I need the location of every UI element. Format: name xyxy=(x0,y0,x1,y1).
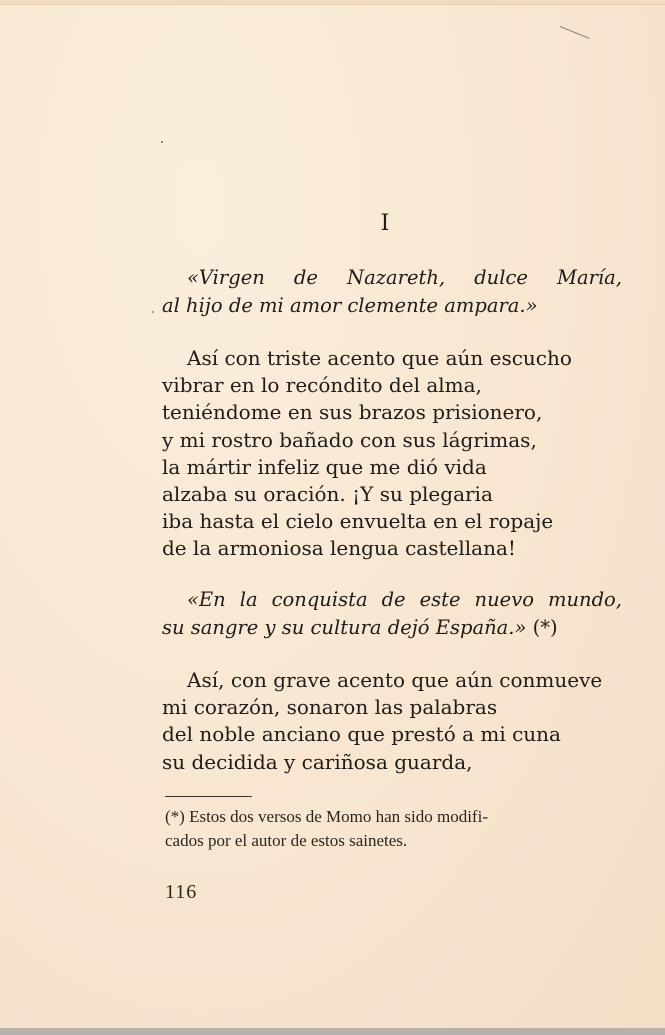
verse-line: mi corazón, sonaron las palabras xyxy=(162,695,498,720)
verse-line xyxy=(162,614,622,642)
verse-line: «Virgen de Nazareth, dulce María, xyxy=(187,266,622,289)
footnote-line: cados por el autor de estos sainetes. xyxy=(165,831,408,850)
verse-line-text: su sangre y su cultura dejó España.» xyxy=(162,615,527,639)
paper-speck xyxy=(152,311,154,313)
stanza-4 xyxy=(162,667,622,776)
verse-line: del noble anciano que prestó a mi cuna xyxy=(162,722,561,747)
verse-line: Así con triste acento que aún escucho xyxy=(187,346,572,370)
verse-line: alzaba su oración. ¡Y su plegaria xyxy=(162,481,493,506)
verse-line: su decidida y cariñosa guarda, xyxy=(162,749,473,774)
verse-line: teniéndome en sus brazos prisionero, xyxy=(162,400,543,425)
verse-line: de la armoniosa lengua castellana! xyxy=(162,536,516,561)
stanza-3 xyxy=(162,586,622,641)
footnote-line: (*) Estos dos versos de Momo han sido modifi- xyxy=(165,807,488,826)
verse-line: y mi rostro bañado con sus lágrimas, xyxy=(162,427,537,452)
corner-fold-mark xyxy=(560,26,590,39)
verse-line: al hijo de mi amor clemente ampara.» xyxy=(162,293,538,317)
stanza-1 xyxy=(162,264,622,319)
page-number: 116 xyxy=(165,881,198,903)
footnote-marker: (*) xyxy=(532,615,558,639)
verse-line: Así, con grave acento que aún conmueve xyxy=(187,668,603,692)
verse-line: vibrar en lo recóndito del alma, xyxy=(162,373,482,398)
paper-speck xyxy=(161,141,163,143)
section-number: I xyxy=(380,211,390,236)
page-top-edge xyxy=(0,0,665,5)
scan-background xyxy=(0,1028,665,1035)
footnote-divider xyxy=(165,796,252,797)
verse-line: iba hasta el cielo envuelta en el ropaje xyxy=(162,509,554,534)
verse-line: la mártir infeliz que me dió vida xyxy=(162,454,487,479)
stanza-2 xyxy=(162,345,622,563)
verse-line: «En la conquista de este nuevo mundo, xyxy=(187,588,622,611)
footnote xyxy=(165,805,621,853)
